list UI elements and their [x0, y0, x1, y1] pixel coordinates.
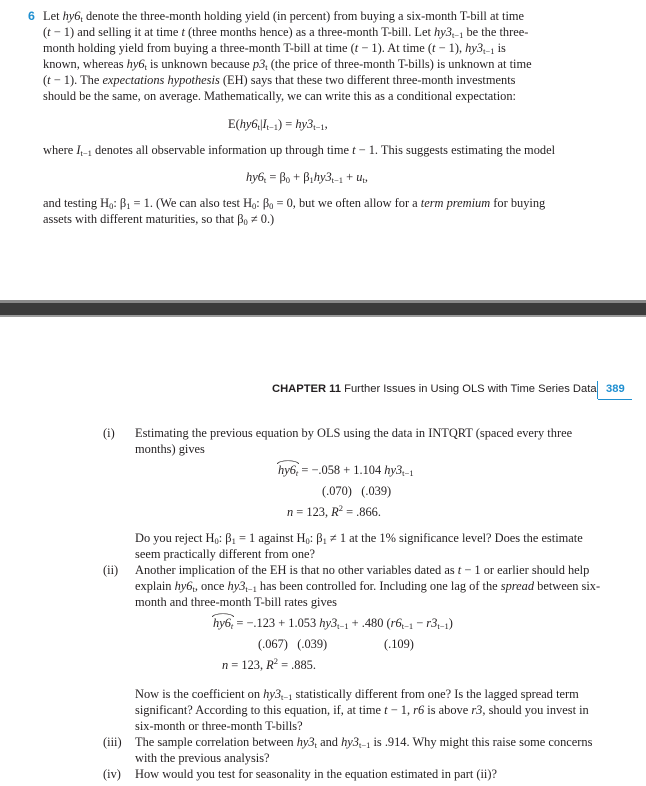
part-line: Estimating the previous equation by OLS using the data in INTQRT (spaced every three	[135, 426, 573, 440]
standard-errors-ii-a: (.067) (.039)	[258, 637, 328, 651]
sample-stats-ii: n = 123, $R^2 = .885$.	[222, 656, 316, 672]
problem-line: known, whereas $hy6_t$ is unknown because $p3_t$ (the price of three-month T-bills) is unknown at time	[43, 57, 532, 72]
equation-conditional-expectation: $E(hy6_t|I_{t-1}) = hy3_{t-1}$,	[228, 117, 328, 132]
part-line: Now is the coefficient on $hy3_{t-1}$ statistically different from one? Is the lagged spread term	[135, 687, 579, 702]
part-line: with the previous analysis?	[135, 751, 270, 765]
problem-line: (t − 1) and selling it at time t (three months hence) as a three-month T-bill. Let $hy3_{t-1}$ be the three-	[43, 25, 529, 40]
problem-line: should be the same, on average. Mathematically, we can write this as a conditional expectation:	[43, 89, 516, 103]
part-line: significant? According to this equation, if, at time t − 1, r6 is above r3, should you invest in	[135, 703, 589, 717]
chapter-title: Further Issues in Using OLS with Time Series Data	[344, 383, 597, 395]
equation-model: $hy6_t = \beta_0 + \beta_1hy3_{t-1} + u_t$,	[246, 170, 368, 185]
part-label: (ii)	[103, 563, 119, 577]
part-line: explain $hy6_t$, once $hy3_{t-1}$ has been controlled for. Including one lag of the spread between six-	[135, 579, 601, 594]
standard-errors-ii-b: (.109)	[384, 637, 414, 651]
part-line: Do you reject $H_0$: $\beta_1 = 1$ against $H_0$: $\beta_1 \ne 1$ at the 1% significance level? Does the estimate	[135, 531, 583, 546]
part-line: six-month or three-month T-bills?	[135, 719, 303, 733]
part-label: (iv)	[103, 767, 121, 781]
part-label: (iii)	[103, 735, 122, 749]
part-line: The sample correlation between $hy3_t$ and $hy3_{t-1}$ is .914. Why might this raise some concerns	[135, 735, 593, 750]
chapter-header	[272, 383, 597, 395]
hat-lhs: $hy6_t$	[278, 463, 299, 478]
where-line: where $I_{t-1}$ denotes all observable information up through time t − 1. This suggests estimating the model	[43, 143, 556, 158]
part-line: How would you test for seasonality in the equation estimated in part (ii)?	[135, 767, 497, 781]
hat-lhs: $hy6_t$	[213, 616, 234, 631]
estimated-equation-i	[278, 463, 414, 478]
standard-errors-i: (.070) (.039)	[322, 484, 392, 498]
equation-rhs: = −.058 + 1.104 $hy3_{t-1}$	[298, 463, 414, 478]
problem-line: Let $hy6_t$ denote the three-month holding yield (in percent) from buying a six-month T-bill at time	[43, 9, 525, 24]
part-line: Another implication of the EH is that no other variables dated as t − 1 or earlier should help	[135, 563, 590, 577]
equation-rhs: = −.123 + 1.053 $hy3_{t-1} + .480$ $(r6_{t-1} - r3_{t-1})$	[233, 616, 453, 631]
estimated-equation-ii	[213, 616, 453, 631]
problem-line: month holding yield from buying a three-month T-bill at time (t − 1). At time (t − 1), $hy3_{t-1}$ is	[43, 41, 506, 56]
problem-line: assets with different maturities, so that $\beta_0 \ne 0$.)	[43, 212, 275, 227]
part-line: months) gives	[135, 442, 205, 456]
page-number: 389	[606, 383, 625, 395]
part-label: (i)	[103, 426, 115, 440]
problem-number: 6	[28, 9, 35, 23]
sample-stats-i: n = 123, $R^2 = .866$.	[287, 503, 381, 519]
problem-line: (t − 1). The expectations hypothesis (EH) says that these two different three-month investments	[43, 73, 516, 87]
part-line: month and three-month T-bill rates gives	[135, 595, 338, 609]
part-line: seem practically different from one?	[135, 547, 316, 561]
problem-line: and testing $H_0$: $\beta_1 = 1$. (We can also test $H_0$: $\beta_0 = 0$, but we often allow for a term premium for buying	[43, 196, 546, 211]
chapter-label: CHAPTER 11	[272, 383, 342, 395]
